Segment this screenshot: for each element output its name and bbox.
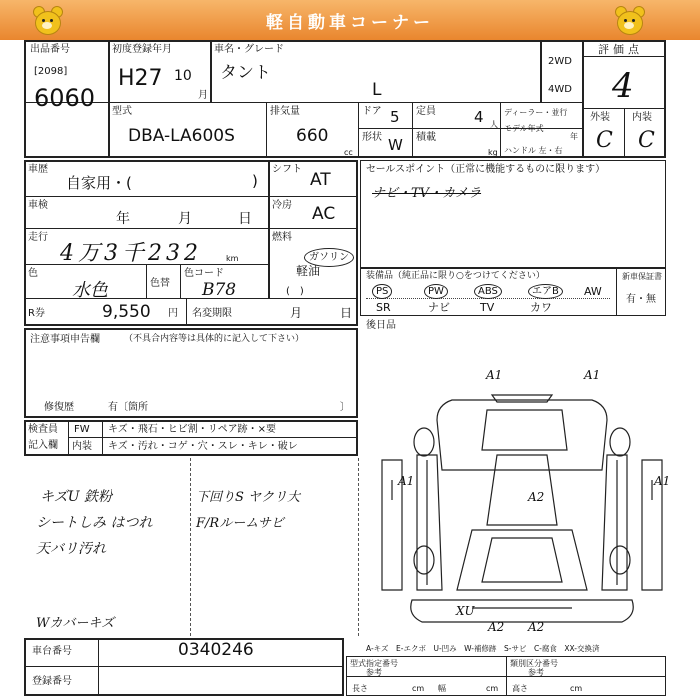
sale-points-struck: ナビ・TV・カメラ — [372, 186, 482, 201]
new-warranty-value: 有・無 — [626, 294, 656, 305]
shift-value: AT — [310, 170, 331, 190]
capacity-value: 4 — [474, 108, 484, 126]
note-line-2: シートしみ はつれ — [36, 515, 153, 531]
mark-roof-a2: A2 — [528, 490, 545, 504]
mileage-unit: km — [226, 254, 239, 263]
ac-label: 冷房 — [272, 200, 292, 211]
inspector-label-1: 検査員 — [28, 424, 58, 435]
chassis-value: 0340246 — [178, 640, 254, 660]
note-bottom: Wカバーキズ — [36, 616, 115, 631]
fuel-other: ( ) — [286, 286, 304, 297]
length-label: 長さ — [352, 684, 368, 693]
history-value: 自家用・( — [66, 174, 132, 192]
equipment-pw: PW — [424, 284, 448, 299]
car-grade: L — [372, 80, 382, 100]
equipment-camera: カワ — [530, 301, 552, 314]
color-value: 水色 — [72, 280, 108, 301]
chassis-label: 車台番号 — [32, 646, 72, 657]
capacity-unit: 人 — [490, 120, 498, 129]
rear-outline — [457, 530, 587, 590]
lot-code: [2098] — [34, 66, 68, 77]
note-right-2: F/Rルームサビ — [196, 516, 284, 531]
mark-right-a1: A1 — [654, 474, 671, 488]
repair-value: 有〔箇所 — [108, 402, 148, 413]
right-side-outline — [602, 455, 627, 590]
front-right-wheel — [610, 428, 630, 456]
color-change-label: 色替 — [150, 278, 170, 289]
category-label: 類別区分番号 — [510, 659, 558, 668]
inspector-interior: 内装 — [72, 441, 92, 452]
inspection-label: 車検 — [28, 200, 48, 211]
note-right-1: 下回りS ヤクリ大 — [196, 490, 301, 505]
mark-rear-a2-left: A2 — [488, 620, 505, 634]
displacement-unit: cc — [344, 148, 353, 157]
category-reference: 参考 — [528, 668, 544, 677]
after-fit-label: 後日品 — [366, 320, 396, 331]
damage-legend: A-キズ E-エクボ U-凹み W-補修跡 S-サビ C-腐食 XX-交換済 — [366, 644, 600, 653]
equipment-tv: TV — [480, 301, 495, 314]
new-warranty-label: 新車保証書 — [622, 272, 662, 281]
evaluation-label: 評価点 — [598, 43, 643, 56]
equipment-label: 装備品（純正品に限り○をつけてください） — [366, 271, 545, 281]
fuel-diesel: 軽油 — [296, 264, 321, 278]
fuel-label: 燃料 — [272, 232, 292, 243]
notes-label: 注意事項申告欄 — [30, 334, 100, 345]
ac-value: AC — [312, 204, 336, 224]
equipment-navi: ナビ — [428, 301, 450, 314]
note-line-3: 天バリ汚れ — [36, 541, 106, 557]
equipment-airbag: エアB — [528, 284, 563, 299]
displacement-label: 排気量 — [270, 106, 300, 117]
model-label: 型式 — [112, 106, 132, 117]
lot-number: 6060 — [34, 84, 96, 112]
exterior-grade: C — [596, 128, 613, 153]
sale-points-label: セールスポイント（正常に機能するものに限ります） — [366, 164, 606, 175]
shift-label: シフト — [272, 164, 302, 175]
interior-grade: C — [638, 128, 655, 153]
registration-month: 10 — [174, 68, 192, 84]
mark-front-a1: A1 — [486, 368, 503, 382]
front-left-wheel — [414, 428, 434, 456]
lot-label: 出品番号 — [30, 44, 70, 55]
width-unit: cm — [486, 684, 499, 693]
model-value: DBA-LA600S — [128, 126, 235, 146]
rear-bumper-outline — [411, 600, 634, 622]
repair-label: 修復歴 — [44, 402, 74, 413]
handle-label: ハンドル 左・右 — [504, 146, 563, 155]
registration-label: 初度登録年月 — [112, 44, 172, 55]
evaluation-score: 4 — [612, 66, 634, 106]
recycle-label: R券 — [28, 308, 45, 319]
car-name: タント — [220, 63, 271, 83]
mark-left-a1: A1 — [398, 474, 415, 488]
color-code-label: 色コード — [184, 268, 224, 279]
fuel-gasoline: ガソリン — [298, 244, 360, 271]
equipment-aw: AW — [584, 285, 602, 298]
notes-sub: （不具合内容等は具体的に記入して下さい） — [124, 334, 305, 344]
windshield-outline — [482, 410, 567, 450]
car-damage-diagram — [362, 360, 682, 640]
equipment-sr: SR — [376, 301, 391, 314]
exterior-label: 外装 — [590, 112, 610, 123]
load-unit: kg — [488, 148, 498, 157]
height-label: 高さ — [512, 684, 528, 693]
displacement-value: 660 — [296, 126, 329, 146]
recycle-unit: 円 — [168, 308, 178, 319]
doors-label: ドア — [362, 106, 382, 117]
inspection-day: 日 — [238, 211, 252, 227]
inspector-row2: キズ・汚れ・コゲ・穴・スレ・キレ・破レ — [108, 441, 298, 452]
designation-reference: 参考 — [366, 668, 382, 677]
mark-rear-xu: XU — [456, 604, 475, 618]
inspector-label-2: 記入欄 — [28, 440, 58, 451]
repair-close: 〕 — [340, 402, 350, 413]
designation-label: 型式指定番号 — [350, 659, 398, 668]
car-name-label: 車名・グレード — [214, 44, 284, 55]
registration-number-label: 登録番号 — [32, 676, 72, 687]
doors-value: 5 — [390, 108, 400, 126]
model-year-label: モデル年式 — [504, 124, 544, 133]
inspection-year: 年 — [116, 211, 130, 227]
drive-2wd: 2WD — [548, 56, 572, 67]
equipment-abs: ABS — [474, 284, 502, 299]
history-close: ) — [252, 172, 258, 190]
history-label: 車歴 — [28, 164, 48, 175]
mileage-label: 走行 — [28, 232, 48, 243]
name-change-month: 月 — [290, 306, 303, 320]
interior-label: 内装 — [632, 112, 652, 123]
model-year-unit: 年 — [570, 132, 578, 141]
recycle-value: 9,550 — [102, 302, 151, 322]
inspector-row1: キズ・飛石・ヒビ割・リペア跡・×要 — [108, 424, 276, 435]
mark-front-right-a1: A1 — [584, 368, 601, 382]
sale-points-frame — [360, 160, 666, 268]
length-unit: cm — [412, 684, 425, 693]
registration-era-year: H27 — [118, 66, 163, 91]
width-label: 幅 — [438, 684, 446, 693]
shape-label: 形状 — [362, 132, 382, 143]
mark-rear-a2-right: A2 — [528, 620, 545, 634]
name-change-label: 名変期限 — [192, 308, 232, 319]
shape-value: W — [388, 136, 403, 154]
note-line-1: キズU 鉄粉 — [40, 489, 112, 505]
roof-outline — [487, 455, 557, 525]
inspection-month: 月 — [178, 211, 192, 227]
header-title: 軽自動車コーナー — [266, 13, 434, 33]
left-side-outline — [417, 455, 442, 590]
color-label: 色 — [28, 268, 38, 279]
height-unit: cm — [570, 684, 583, 693]
dealer-label: ディーラー・並行 — [504, 108, 568, 117]
load-label: 積載 — [416, 132, 436, 143]
color-code: B78 — [202, 280, 237, 300]
drive-4wd: 4WD — [548, 84, 572, 95]
registration-month-unit: 月 — [198, 90, 208, 101]
inspector-fw: FW — [74, 424, 90, 435]
equipment-ps: PS — [372, 284, 392, 299]
mileage-value: 4万3千232 — [60, 241, 202, 266]
capacity-label: 定員 — [416, 106, 436, 117]
name-change-day: 日 — [340, 306, 353, 320]
